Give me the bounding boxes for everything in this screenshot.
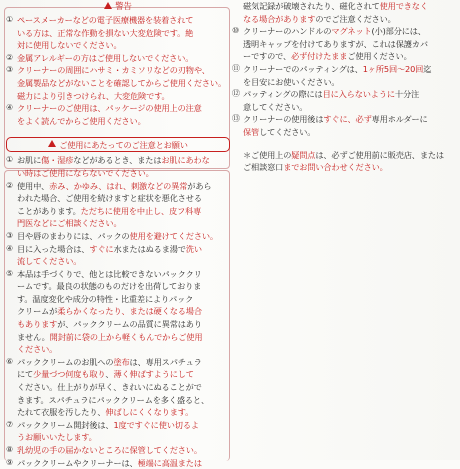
emphasis-text: すぐに、必ず <box>323 114 372 125</box>
body-text: 透明キャップを付けてありますが、これは保護カバ <box>243 38 428 49</box>
warning-icon <box>104 2 112 9</box>
body-text: などがあるとき、または <box>73 155 162 166</box>
list-item <box>232 0 454 25</box>
body-text: お肌に <box>17 155 42 166</box>
item-text <box>17 14 230 52</box>
text-line <box>243 113 454 126</box>
body-text: きます。スパチュラにパッククリームを多く盛ると、 <box>17 394 209 405</box>
body-text: 、 <box>105 369 114 380</box>
emphasis-text: クリーナーのご使用は、パッケージの使用上の注意 <box>17 103 202 114</box>
body-text: にて <box>17 369 34 380</box>
list-item <box>232 25 454 63</box>
emphasis-text: 目に入らないように <box>322 89 395 100</box>
body-text: のでご注意ください。 <box>315 13 396 24</box>
text-line <box>243 63 454 76</box>
text-line <box>17 180 230 193</box>
text-line <box>17 293 230 306</box>
text-line <box>17 431 230 444</box>
text-line <box>17 27 230 40</box>
body-text: クリーナーのハンドルの <box>243 26 332 37</box>
emphasis-text: をよく読んでからご使用ください。 <box>17 115 146 126</box>
item-text <box>17 268 230 356</box>
body-text: たれて衣服を汚したり、 <box>17 407 106 418</box>
text-line <box>17 115 230 128</box>
item-text <box>17 444 230 457</box>
emphasis-text: もあります <box>17 319 58 330</box>
right-list <box>232 0 454 174</box>
item-number: ② <box>6 52 14 62</box>
text-line <box>17 318 230 331</box>
item-number: ③ <box>6 230 14 240</box>
item-text <box>17 356 230 419</box>
emphasis-text: 必ず付けたまま <box>291 51 348 62</box>
text-line <box>17 52 230 65</box>
text-line <box>243 50 454 63</box>
text-line <box>243 38 454 51</box>
emphasis-text: ください。 <box>17 344 58 355</box>
emphasis-text: なる場合があります <box>243 13 316 24</box>
emphasis-text: 乳幼児の手の届かないところに保管してください。 <box>17 445 202 455</box>
item-text <box>17 102 230 127</box>
body-text: があら <box>187 180 212 191</box>
emphasis-text: お肌にあわな <box>161 155 210 166</box>
emphasis-text: すぐに <box>89 243 114 254</box>
list-item <box>6 419 230 444</box>
emphasis-text: マグネット <box>331 26 372 37</box>
emphasis-text: 1ヶ所5回〜20回 <box>362 63 424 74</box>
emphasis-text: 開封前に袋の上から軽くもんでからご使用 <box>49 331 203 342</box>
text-line <box>17 39 230 52</box>
emphasis-text: ただちに使用を中止し、皮フ科専 <box>80 205 202 216</box>
item-number: ④ <box>6 103 14 113</box>
list-item <box>232 63 454 88</box>
body-text: ームです。最良の状態のものだけを出荷しておりま <box>17 281 202 292</box>
item-text <box>17 230 230 243</box>
emphasis-text: 1度ですぐに使い切るよ <box>113 419 199 430</box>
text-line <box>17 356 230 369</box>
list-item <box>6 180 230 230</box>
list-item <box>6 64 230 102</box>
text-line <box>17 331 230 344</box>
item-number: ③ <box>6 65 14 75</box>
text-line <box>17 394 230 407</box>
item-number <box>232 149 243 174</box>
emphasis-text: 極端に高温または <box>137 457 202 468</box>
item-text <box>17 243 230 268</box>
body-text: す。温度変化や成分の特性・比重差によりパック <box>17 293 194 304</box>
text-line <box>243 101 454 114</box>
body-text: (小)部分には、 <box>371 26 426 37</box>
text-line <box>17 167 230 180</box>
body-text: クリームが <box>17 306 58 317</box>
emphasis-text: 洗い <box>185 243 202 254</box>
body-text: われた場合、ご使用を続けますと症状を悪化させる <box>17 193 202 204</box>
emphasis-text: うお願いいたします。 <box>17 432 97 443</box>
spacer <box>232 139 454 149</box>
emphasis-text: 少量づつ何度も取り <box>33 369 106 380</box>
body-text: ご相談窓口 <box>243 162 284 173</box>
text-line <box>243 25 454 38</box>
text-line <box>17 205 230 218</box>
text-line <box>17 192 230 205</box>
text-line <box>17 368 230 381</box>
text-line <box>17 305 230 318</box>
warning-title: 警告 <box>6 0 230 13</box>
emphasis-text: 保管 <box>243 126 260 137</box>
text-line <box>17 154 230 167</box>
list-item <box>6 154 230 179</box>
body-text: パッククリームやクリーナーは、 <box>17 457 138 468</box>
emphasis-text: までお問い合わせください。 <box>283 162 388 173</box>
item-number: ① <box>6 15 14 24</box>
body-text: 磁気記録が破壊されたり、磁化されて <box>243 1 380 11</box>
body-text: が、パッククリームの品質に異常はあり <box>57 319 202 330</box>
body-text: は、必ずご使用前に販売店、または <box>315 149 444 160</box>
body-text: 意してください。 <box>243 101 308 112</box>
emphasis-text: 塗布 <box>113 356 130 367</box>
item-text <box>243 0 454 25</box>
text-line <box>17 444 230 457</box>
text-line <box>17 381 230 394</box>
left-column <box>6 0 230 469</box>
item-number <box>232 0 243 25</box>
emphasis-text: い時はご使用にならないでください。 <box>17 167 154 178</box>
body-text: 本品は手づくりで、他とは比較できないパッククリ <box>17 268 202 279</box>
text-line <box>17 457 230 469</box>
item-number: ⑧ <box>6 445 14 454</box>
emphasis-text: 疑問点 <box>291 149 316 160</box>
body-text: 水またはぬるま湯で <box>113 243 186 254</box>
body-text: 目に入った場合は、 <box>17 243 90 254</box>
text-line <box>243 88 454 101</box>
item-text <box>243 25 454 63</box>
item-number: ① <box>6 155 14 165</box>
text-line <box>243 126 454 139</box>
text-line <box>17 255 230 268</box>
caution-list <box>6 154 230 469</box>
emphasis-text: クリーナーの周囲にハサミ・カミソリなどの刃物や、 <box>17 65 210 76</box>
item-text <box>17 64 230 102</box>
body-text: 使用中、 <box>17 180 50 191</box>
body-text: ことがあります。 <box>17 205 81 216</box>
body-text: ません。 <box>17 331 50 342</box>
list-item <box>6 52 230 65</box>
right-column <box>232 0 454 174</box>
text-line <box>17 230 230 243</box>
item-number: ⑥ <box>6 356 14 366</box>
text-line <box>243 0 454 13</box>
item-number: ② <box>6 180 14 190</box>
body-text: してください。 <box>259 126 316 137</box>
emphasis-text: 傷・湿疹 <box>41 155 74 166</box>
item-number: ⑤ <box>6 268 14 278</box>
emphasis-text: 門医などにご相談ください。 <box>17 218 122 229</box>
list-item <box>6 230 230 243</box>
caution-icon <box>48 140 56 147</box>
text-line <box>17 102 230 115</box>
item-text <box>17 52 230 65</box>
list-item <box>6 444 230 457</box>
caution-header: ご使用にあたってのご注意とお願い <box>6 137 230 152</box>
emphasis-text: 流してください。 <box>17 256 82 267</box>
item-text <box>243 113 454 138</box>
emphasis-text: 赤み、かゆみ、はれ、刺激などの異常 <box>49 180 188 191</box>
text-line <box>243 149 454 162</box>
emphasis-text: 磁力により引きつけられ、大変危険です。 <box>17 90 170 101</box>
body-text: パッククリームのお肌への <box>17 356 114 367</box>
list-item <box>6 14 230 52</box>
item-number: ⑦ <box>6 419 14 429</box>
emphasis-text: 金属アレルギーの方はご使用しないでください。 <box>17 52 194 63</box>
text-line <box>17 217 230 230</box>
item-number: ⑩ <box>232 26 240 36</box>
emphasis-text: 使用を避けてください。 <box>129 230 218 241</box>
list-item <box>6 243 230 268</box>
list-item <box>232 113 454 138</box>
text-line <box>17 243 230 256</box>
body-text: パッティングの際には <box>243 89 323 100</box>
list-item <box>6 457 230 469</box>
list-item <box>6 102 230 127</box>
text-line <box>17 343 230 356</box>
emphasis-text: 薄く伸ばすようにして <box>113 369 194 380</box>
body-text: 専用ホルダーに <box>371 114 428 125</box>
item-number: ④ <box>6 243 14 253</box>
body-text: ください。 <box>17 382 58 393</box>
emphasis-text: いる方は、正常な作動を損ない大変危険です。絶 <box>17 27 194 38</box>
emphasis-text: 使用できなく <box>379 1 428 11</box>
body-text: ご使用ください。 <box>347 51 412 62</box>
item-number: ⑫ <box>232 89 240 99</box>
body-text: クリーナーの使用後は <box>243 114 324 125</box>
body-text: を目安にお使いください。 <box>243 76 340 87</box>
item-text <box>243 88 454 113</box>
text-line <box>17 77 230 90</box>
list-item <box>232 149 454 174</box>
text-line <box>17 406 230 419</box>
text-line <box>243 13 454 26</box>
body-text: 仕上がりが早く、きれいにぬることがで <box>57 382 202 393</box>
item-text <box>17 154 230 179</box>
body-text: ＊ご使用上の <box>243 149 292 160</box>
text-line <box>17 64 230 77</box>
emphasis-text: 対に使用しないでください。 <box>17 40 122 51</box>
item-text <box>17 180 230 230</box>
text-line <box>243 76 454 89</box>
item-number: ⑨ <box>6 457 14 467</box>
body-text: パッククリーム開封後は、 <box>17 419 114 430</box>
body-text: クリーナーでのパッティングは、 <box>243 63 363 74</box>
emphasis-text: 伸ばしにくくなります。 <box>105 407 194 418</box>
body-text: ーですので、 <box>243 51 292 62</box>
list-item <box>232 88 454 113</box>
text-line <box>17 280 230 293</box>
emphasis-text: 柔らかくなったり、または硬くなる場合 <box>57 306 202 317</box>
item-text <box>243 63 454 88</box>
body-text: 目や唇のまわりには、パックの <box>17 230 130 241</box>
text-line <box>17 90 230 103</box>
item-text <box>17 457 230 469</box>
item-text <box>17 419 230 444</box>
body-text: 迄 <box>423 63 432 74</box>
text-line <box>17 14 230 27</box>
body-text: 十分注 <box>394 89 420 100</box>
text-line <box>243 161 454 174</box>
text-line <box>17 419 230 432</box>
list-item <box>6 268 230 356</box>
item-text <box>243 149 454 174</box>
emphasis-text: ペースメーカーなどの電子医療機器を装着されて <box>17 15 194 25</box>
warning-list <box>6 14 230 127</box>
item-number: ⑬ <box>232 114 240 124</box>
body-text: は、専用スパチュラ <box>129 356 202 367</box>
list-item <box>6 356 230 419</box>
item-number: ⑪ <box>232 63 240 73</box>
emphasis-text: 金属製品などがないことを確認してからご使用ください。 <box>17 77 226 88</box>
text-line <box>17 268 230 281</box>
